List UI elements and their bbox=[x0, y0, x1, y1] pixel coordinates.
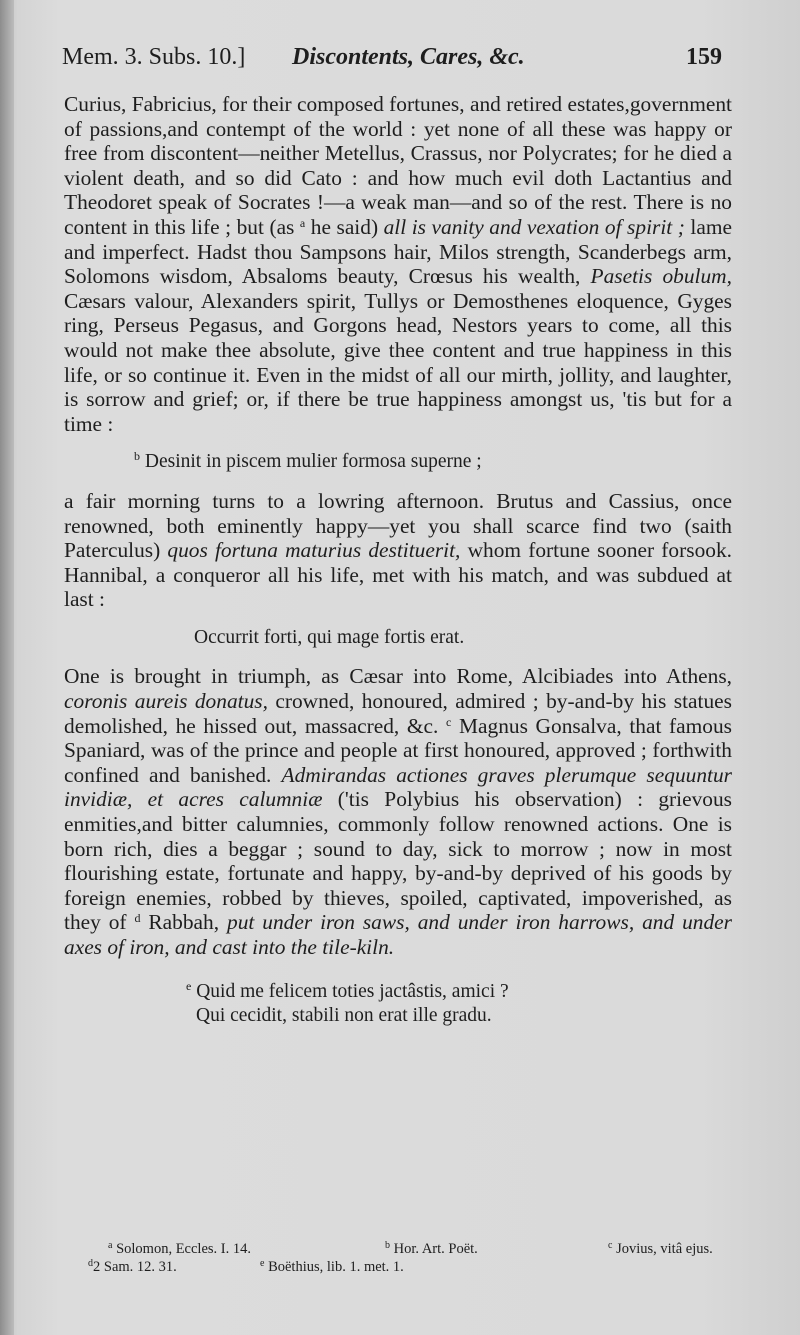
footnote-row-2 bbox=[88, 1258, 753, 1276]
footnote-e-marker: e bbox=[260, 1258, 265, 1269]
italic-run: all is vanity and vexation of spirit ; bbox=[383, 214, 685, 239]
running-header bbox=[62, 44, 722, 78]
text-run: lame and imperfect. Hadst thou Sampsons hair, Milos strength, Scanderbegs arm, Solomons wisdom, Absaloms beauty, Crœsus his wealth, bbox=[64, 214, 732, 289]
footnote-b-marker: b bbox=[385, 1240, 390, 1251]
header-section-ref: Mem. 3. Subs. 10.] bbox=[62, 44, 246, 70]
footnote-marker-a: a bbox=[299, 215, 306, 230]
page-gutter bbox=[0, 0, 14, 1335]
footnote-d-marker: d bbox=[88, 1258, 93, 1269]
quote-text: Desinit in piscem mulier formosa superne ; bbox=[140, 451, 482, 473]
footnote-a-text: Solomon, Eccles. I. 14. bbox=[112, 1241, 251, 1257]
footnote-marker-e: e bbox=[186, 978, 192, 993]
paragraph-1 bbox=[64, 92, 732, 436]
footnote-a-marker: a bbox=[108, 1240, 113, 1251]
text-run: whom fortune sooner forsook. Hannibal, a conqueror all his life, met with his match, and was subdued at last : bbox=[64, 538, 733, 612]
footnote-e-text: Boëthius, lib. 1. met. 1. bbox=[264, 1259, 404, 1275]
paragraph-2 bbox=[64, 489, 732, 612]
footnote-c-marker: c bbox=[608, 1240, 613, 1251]
text-run: crowned, honoured, admired ; by-and-by his statues demolished, he hissed out, massacred, &c. bbox=[64, 689, 732, 738]
footnote-e bbox=[260, 1258, 404, 1276]
header-title: Discontents, Cares, &c. bbox=[292, 44, 525, 70]
footnote-b bbox=[385, 1240, 478, 1258]
quote-text: Quid me felicem toties jactâstis, amici ? bbox=[191, 980, 509, 1002]
footnote-c bbox=[608, 1240, 713, 1258]
text-run: Cæsars valour, Alexanders spirit, Tullys or Demosthenes eloquence, Gyges ring, Perseus Pegasus, and Gorgons head, Nestors years to come, all this would not make thee absolute, give thee content and true happiness in this life, or so continue it. Even in the midst of all our mirth, jollity, and laughter, is sorrow and grief; or, if there be true happiness amongst us, 'tis but for a time : bbox=[64, 288, 732, 436]
italic-run: coronis aureis donatus, bbox=[64, 689, 268, 714]
footnote-marker-d: d bbox=[134, 911, 141, 926]
footnotes bbox=[88, 1240, 753, 1276]
quote-text: Occurrit forti, qui mage fortis erat. bbox=[194, 626, 465, 648]
footnote-b-text: Hor. Art. Poët. bbox=[390, 1241, 478, 1257]
text-run: he said) bbox=[305, 214, 384, 239]
italic-run: put under iron saws, and under iron harrows, and under axes of iron, and cast into the tile-kiln. bbox=[64, 910, 732, 959]
footnote-d bbox=[88, 1258, 177, 1276]
verse-quote-1 bbox=[64, 450, 732, 475]
italic-run: quos fortuna maturius destituerit, bbox=[167, 538, 461, 563]
italic-run: Pasetis obulum, bbox=[590, 264, 732, 289]
page-body bbox=[64, 92, 732, 1028]
footnote-marker-b: b bbox=[134, 449, 140, 464]
text-run: Curius, Fabricius, for their composed fortunes, and retired estates,government of passions,and contempt of the world : yet none of all these was happy or free from discontent—neither Metellus, Crassus, nor Polycrates; for he died a violent death, and so did Cato : and how much evil doth Lactantius and Theodoret speak of Socrates !—a weak man—and so of the rest. There is no content in this life ; but (as bbox=[64, 92, 732, 239]
verse-quote-2 bbox=[64, 626, 732, 651]
text-run: One is brought in triumph, as Cæsar into Rome, Alcibiades into Athens, bbox=[64, 664, 732, 689]
quote-line-2: Qui cecidit, stabili non erat ille gradu. bbox=[196, 1004, 492, 1026]
footnote-c-text: Jovius, vitâ ejus. bbox=[612, 1241, 713, 1257]
footnote-marker-c: c bbox=[446, 714, 452, 729]
verse-quote-3 bbox=[64, 980, 732, 1028]
text-run: Rabbah, bbox=[140, 910, 227, 935]
text-run: Magnus Gonsalva, that famous Spaniard, was of the prince and people at first honoured, approved ; forthwith confined and banished. bbox=[64, 713, 733, 787]
footnote-a bbox=[108, 1240, 251, 1258]
paragraph-3 bbox=[64, 664, 732, 959]
text-run: a fair morning turns to a lowring afternoon. Brutus and Cassius, once renowned, both eminently happy—yet you shall scarce find two (saith Paterculus) bbox=[64, 488, 732, 563]
italic-run: Admirandas actiones graves plerumque sequuntur invidiæ, et acres calumniæ bbox=[64, 762, 732, 812]
quote-line-1 bbox=[186, 980, 732, 1004]
text-run: ('tis Polybius his observation) : grievous enmities,and bitter calumnies, commonly follow renowned actions. One is born rich, dies a beggar ; sound to day, sick to morrow ; now in most flourishing estate, fortunate and happy, by-and-by deprived of his goods by foreign enemies, robbed by thieves, spoiled, captivated, impoverished, as they of bbox=[64, 787, 732, 935]
page-number: 159 bbox=[686, 44, 722, 70]
footnote-row-1 bbox=[88, 1240, 753, 1258]
footnote-d-text: 2 Sam. 12. 31. bbox=[93, 1259, 177, 1275]
